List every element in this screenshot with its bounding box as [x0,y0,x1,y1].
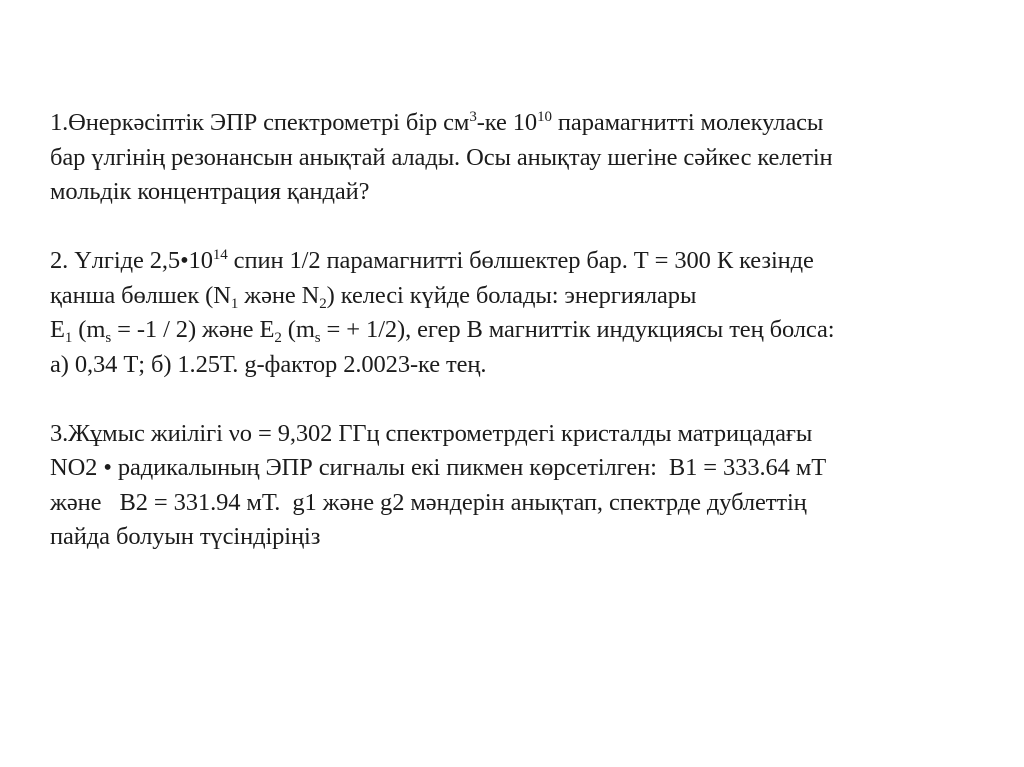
problem-2-line-2: қанша бөлшек ($N_1$ және $N_2$) келесі күйде болады: энергиялары [50,281,697,312]
subscript: 1 [64,330,73,346]
problem-3-line-3: және В2 = 331.94 мТ. g1 және g2 мәндерін анықтап, спектрде дублеттің [50,488,807,516]
superscript: 3 [469,109,477,125]
subscript: 2 [274,330,282,346]
subscript: 1 [230,295,239,312]
superscript: 14 [212,247,228,263]
problem-1-line-1: 1.Өнеркәсіптік ЭПР спектрометрі бір $см^3-ке$ $10^{10}$ парамагнитті молекуласы [50,109,824,136]
problem-3-line-1: 3.Жұмыс жиілігі νо = 9,302 ГГц спектрометрдегі кристалды матрицадағы [50,419,813,447]
subscript: 2 [319,295,327,312]
paragraph-gap [50,382,1000,417]
problem-3-line-2: NO2 • радикалының ЭПР сигналы екі пикмен көрсетілген: В1 = 333.64 мТ [50,454,827,481]
problem-1-line-3: мольдік концентрация қандай? [50,178,370,205]
problem-text-block [50,106,1000,555]
problem-1-line-2: бар үлгінің резонансын анықтай алады. Осы анықтау шегіне сәйкес келетін [50,143,833,171]
problem-2-line-3: $E_1$ $(m_s = -1 / 2)$ және $E_2$ ($m_s$ = + 1/2), егер В магниттік индукциясы тең болса: [50,316,835,346]
subscript: s [314,330,321,346]
problem-3-line-4: пайда болуын түсіндіріңіз [50,523,321,550]
subscript: s [105,330,112,346]
superscript: 10 [537,109,552,125]
problem-2-line-4: а) 0,34 Т; б) 1.25Т. g-фактор 2.0023-ке тең. [50,350,487,378]
problem-2-line-1: 2. Үлгіде $2,5•10^{14}$ спин 1/2 парамагнитті бөлшектер бар. Т = 300 К кезінде [50,247,814,274]
paragraph-gap [50,210,1000,245]
